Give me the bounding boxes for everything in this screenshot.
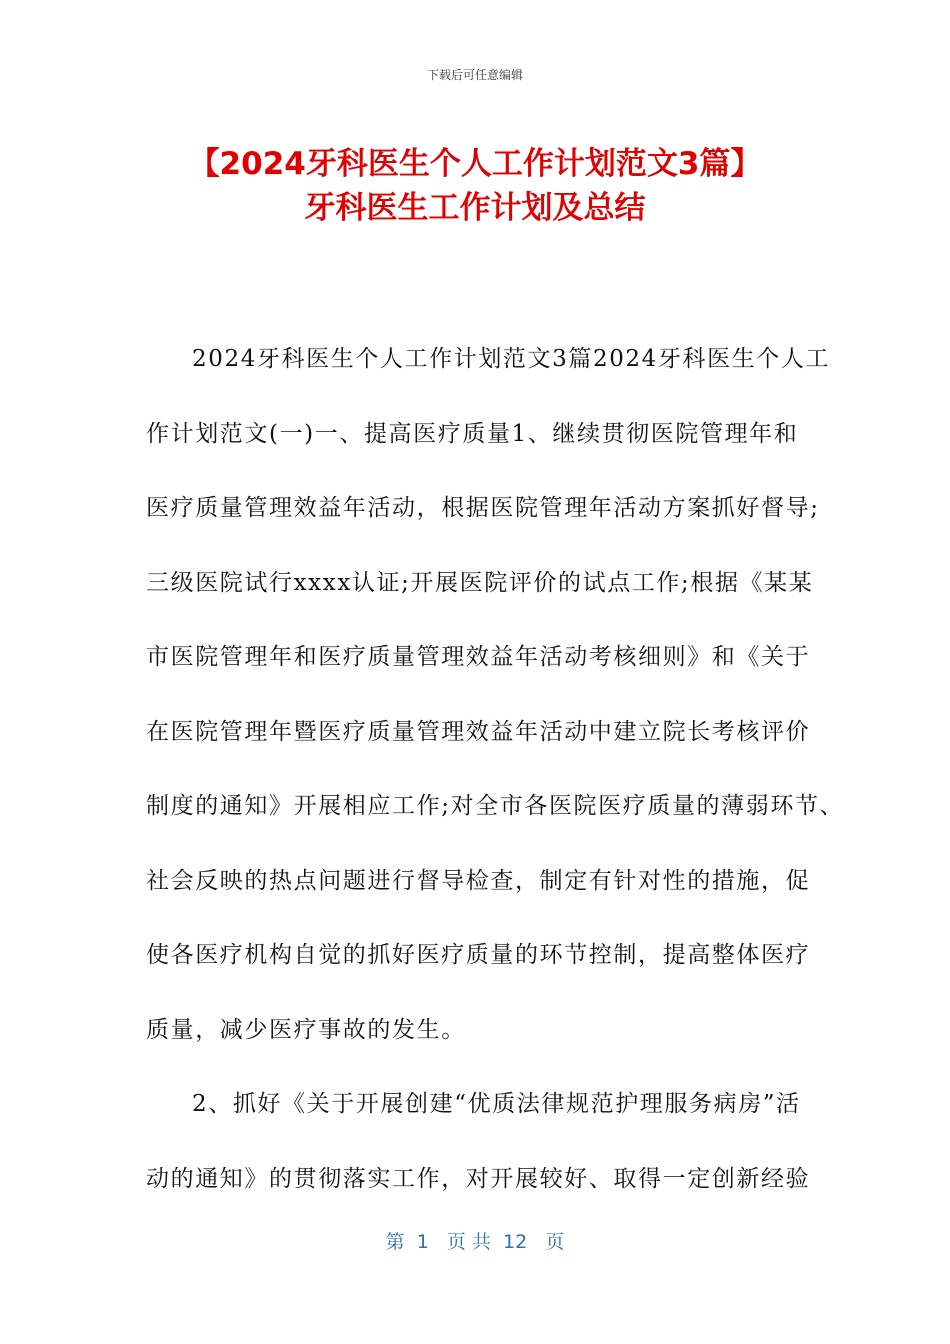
paragraph-line: 2024牙科医生个人工作计划范文3篇2024牙科医生个人工	[192, 346, 831, 372]
paragraph-line: 2、抓好《关于开展创建“优质法律规范护理服务病房”活	[192, 1091, 801, 1117]
paragraph-line: 制度的通知》开展相应工作;对全市各医院医疗质量的薄弱环节、	[146, 793, 845, 819]
header-note: 下载后可任意编辑	[426, 68, 523, 82]
paragraph-line: 动的通知》的贯彻落实工作，对开展较好、取得一定创新经验	[146, 1165, 811, 1192]
paragraph-line: 市医院管理年和医疗质量管理效益年活动考核细则》和《关于	[146, 644, 811, 670]
page-footer: 第 1 页 共 12 页	[385, 1231, 565, 1253]
paragraph-line: 社会反映的热点问题进行督导检查，制定有针对性的措施，促	[146, 867, 811, 894]
paragraph-line: 在医院管理年暨医疗质量管理效益年活动中建立院长考核评价	[146, 718, 811, 745]
document-title	[0, 142, 950, 230]
paragraph-line: 使各医疗机构自觉的抓好医疗质量的环节控制，提高整体医疗	[146, 942, 811, 968]
paragraph-line: 质量，减少医疗事故的发生。	[146, 1016, 466, 1043]
paragraph-line: 作计划范文(一)一、提高医疗质量1、继续贯彻医院管理年和	[146, 420, 799, 447]
title-line-1: 【2024牙科医生个人工作计划范文3篇】	[188, 146, 762, 182]
document-body	[146, 322, 845, 1216]
paragraph-line: 医疗质量管理效益年活动，根据医院管理年活动方案抓好督导;	[146, 495, 820, 521]
title-line-2: 牙科医生工作计划及总结	[304, 190, 646, 226]
paragraph-line: 三级医院试行xxxx认证;开展医院评价的试点工作;根据《某某	[146, 569, 814, 596]
